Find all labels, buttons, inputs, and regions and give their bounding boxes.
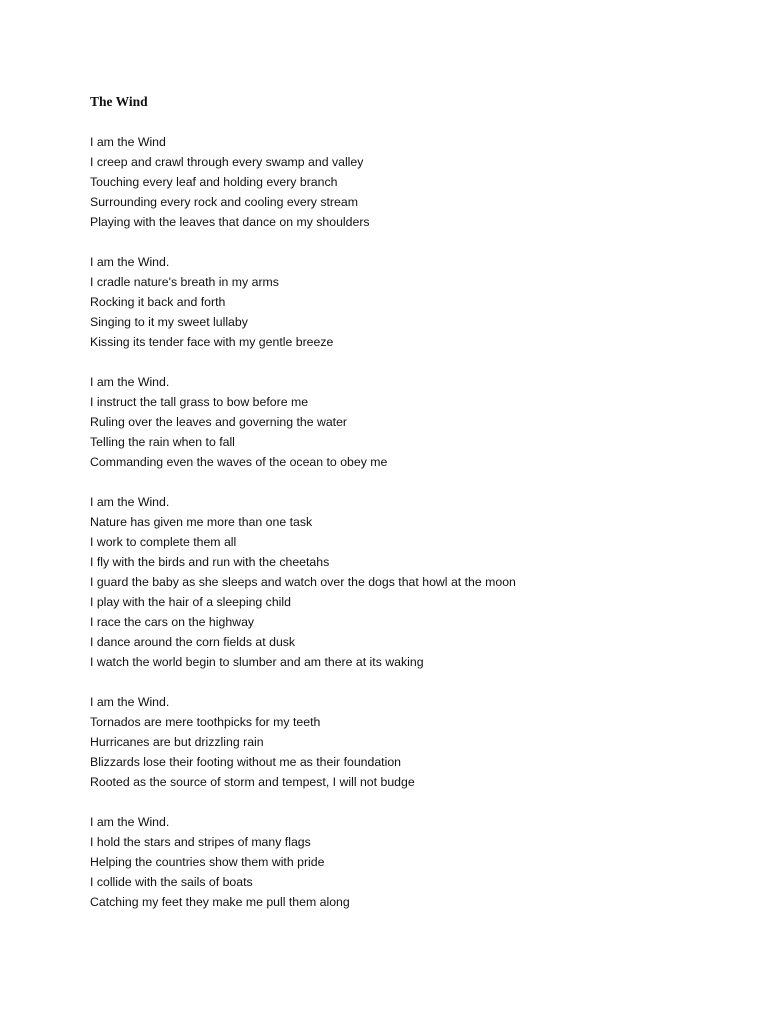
poem-line: I play with the hair of a sleeping child [90,595,291,609]
poem-line: Ruling over the leaves and governing the water [90,415,348,429]
stanza-3 [90,372,750,472]
poem-line: Catching my feet they make me pull them along [90,895,350,909]
poem-line: I creep and crawl through every swamp and valley [90,155,364,169]
poem-line: I am the Wind [90,135,166,149]
poem-line: Tornados are mere toothpicks for my teeth [90,715,321,729]
poem-line: Nature has given me more than one task [90,515,313,529]
poem-line: I cradle nature's breath in my arms [90,275,279,289]
stanza-5 [90,692,750,792]
poem-line: Playing with the leaves that dance on my shoulders [90,215,370,229]
poem-line: I dance around the corn fields at dusk [90,635,296,649]
poem-line: I hold the stars and stripes of many flags [90,835,311,849]
stanza-2 [90,252,750,352]
poem-line: I am the Wind. [90,495,170,509]
poem-line: Rooted as the source of storm and tempest, I will not budge [90,775,415,789]
poem-line: I am the Wind. [90,815,170,829]
stanza-1 [90,132,750,232]
poem-line: I race the cars on the highway [90,615,255,629]
poem-line: Kissing its tender face with my gentle breeze [90,335,334,349]
poem-line: I work to complete them all [90,535,237,549]
poem-line: I instruct the tall grass to bow before me [90,395,309,409]
poem-line: I fly with the birds and run with the cheetahs [90,555,330,569]
poem-line: Helping the countries show them with pride [90,855,325,869]
poem-line: Singing to it my sweet lullaby [90,315,248,329]
poem-line: I watch the world begin to slumber and am there at its waking [90,655,424,669]
poem-line: Surrounding every rock and cooling every stream [90,195,358,209]
poem-line: I am the Wind. [90,695,170,709]
stanza-6 [90,812,750,912]
poem-line: Rocking it back and forth [90,295,226,309]
poem-line: I collide with the sails of boats [90,875,253,889]
poem-line: Hurricanes are but drizzling rain [90,735,264,749]
poem-line: Commanding even the waves of the ocean to obey me [90,455,388,469]
stanza-4 [90,492,750,672]
poem-line: Telling the rain when to fall [90,435,235,449]
document-page [90,92,750,932]
poem-line: I am the Wind. [90,375,170,389]
poem-line: I am the Wind. [90,255,170,269]
poem-line: Touching every leaf and holding every branch [90,175,338,189]
poem-line: I guard the baby as she sleeps and watch over the dogs that howl at the moon [90,575,516,589]
poem-title: The Wind [90,94,148,109]
poem-line: Blizzards lose their footing without me as their foundation [90,755,402,769]
